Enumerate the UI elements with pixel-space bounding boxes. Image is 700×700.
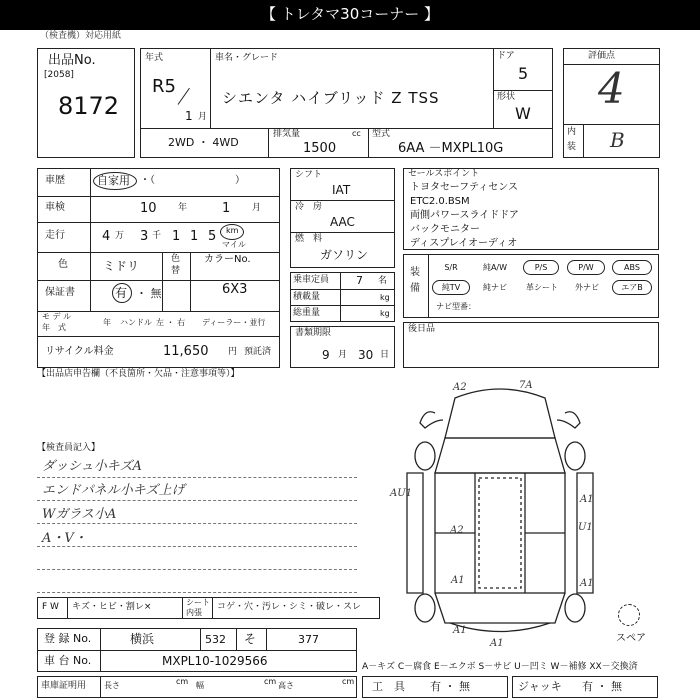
sales-point-3: 両側パワースライドドア <box>410 210 519 221</box>
detail-table <box>37 168 280 368</box>
capacity-label: 乗車定員 <box>293 275 330 285</box>
history-rest: ・（ ） <box>140 175 245 186</box>
equip-ps: P/S <box>523 260 559 275</box>
door-label: ドア <box>497 51 515 61</box>
recycle-value: 11,650 <box>163 344 209 359</box>
color-change-2: 替 <box>171 266 181 276</box>
mileage-man-unit: 万 <box>115 231 125 241</box>
sales-point-2: ETC2.0.BSM <box>410 196 470 207</box>
inspector-note-2: エンドパネル小キズ上げ <box>42 483 185 498</box>
recycle-label: リサイクル料金 <box>45 346 114 357</box>
color-label: 色 <box>58 259 68 270</box>
lot-label: 出品No. <box>48 53 96 68</box>
warranty-rest: ・ 無 <box>136 287 162 300</box>
registration-kana: そ <box>244 632 257 646</box>
equip-pw: P/W <box>567 260 605 275</box>
after-day-label: 後日品 <box>408 324 436 334</box>
model-row-handle: ハンドル <box>120 318 152 327</box>
mileage-sen-unit: 千 <box>152 231 162 241</box>
damage-legend: A－キズ C－腐食 E－エクボ S－サビ U－凹ミ W－補修 XX－交換済 <box>362 662 638 672</box>
equip-airbag: エアB <box>612 280 652 295</box>
diagram-mark-6: U1 <box>578 522 593 533</box>
certificate-len: 長さ <box>104 681 120 690</box>
shape-label: 形状 <box>497 92 516 102</box>
equipment-label-2: 備 <box>410 283 420 294</box>
certificate-label: 車庫証明用 <box>41 681 87 691</box>
fuel-label: 燃 料 <box>295 234 323 244</box>
score-value: 4 <box>598 64 625 113</box>
load-label: 積載量 <box>293 292 321 302</box>
model-row-lr: 左 ・ 右 <box>156 318 186 327</box>
equip-navi-model: ナビ型番： <box>436 302 476 311</box>
inspection-year: 10 <box>140 201 157 216</box>
deadline-month-unit: 月 <box>338 350 348 360</box>
diagram-mark-7: A1 <box>451 575 465 586</box>
score-label: 評価点 <box>588 51 616 61</box>
certificate-height: 高さ <box>278 681 294 690</box>
lot-sub: [2058] <box>44 70 74 80</box>
deadline-day-unit: 日 <box>380 350 390 360</box>
recycle-unit: 円 <box>228 347 238 357</box>
model-row-dealer: ディーラー・並行 <box>202 318 266 327</box>
history-label: 車歴 <box>45 175 65 186</box>
lot-value: 8172 <box>58 92 120 120</box>
certificate-cm-1: cm <box>176 677 189 686</box>
interior-label-1: 内 <box>567 127 577 137</box>
certificate-cm-2: cm <box>264 677 277 686</box>
shift-value: IAT <box>332 183 351 197</box>
drive-value: 2WD ・ 4WD <box>168 136 239 149</box>
equip-ext-navi: 外ナビ <box>575 283 599 292</box>
color-value: ミドリ <box>103 259 140 273</box>
certificate-width: 幅 <box>196 681 204 690</box>
after-day-box <box>403 322 659 368</box>
deadline-month: 9 <box>322 348 330 362</box>
car-diagram <box>390 378 655 649</box>
mileage-d2: 1 <box>190 229 199 244</box>
mileage-d3: 5 <box>208 229 217 244</box>
shift-label: シフト <box>295 170 323 180</box>
warranty-label: 保証書 <box>45 287 75 298</box>
tools-value: 有 ・ 無 <box>430 680 470 693</box>
mileage-km: km <box>226 226 239 235</box>
fw-marks-2: コゲ・穴・汚レ・シミ・破レ・スレ <box>217 602 362 612</box>
equip-sr: S/R <box>444 263 458 272</box>
inspector-note-3: Wガラス小A <box>42 507 117 522</box>
deadline-label: 書類期限 <box>295 328 332 338</box>
registration-place: 横浜 <box>130 632 155 646</box>
mileage-sen: 3 <box>140 229 149 244</box>
fw-seat-1: シート <box>186 598 210 607</box>
inspector-note-1: ダッシュ小キズA <box>42 459 142 474</box>
color-code: 6X3 <box>222 282 248 297</box>
diagram-mark-5: A2 <box>450 525 464 536</box>
load-unit: kg <box>380 293 390 302</box>
interior-label-2: 装 <box>567 142 577 152</box>
registration-num2: 377 <box>298 633 319 646</box>
inspector-note-4: A・V・ <box>42 531 87 546</box>
spare-tire-icon <box>618 604 640 626</box>
displacement-value: 1500 <box>303 141 337 156</box>
fuel-value: ガソリン <box>320 248 369 262</box>
sales-point-4: バックモニター <box>410 224 480 235</box>
jack-value: 有 ・ 無 <box>582 680 622 693</box>
model-row-label-1: モ デ ル <box>42 312 72 321</box>
displacement-label: 排気量 <box>273 129 301 139</box>
model-row-year: 年 <box>103 318 111 327</box>
fw-marks: キズ・ヒビ・割レ× <box>72 602 152 612</box>
banner-title: 【 トレタマ30コーナー 】 <box>260 5 440 23</box>
deadline-day: 30 <box>358 348 374 362</box>
mileage-man: 4 <box>102 229 111 244</box>
equip-tv: 純TV <box>432 280 470 295</box>
color-code-label: カラーNo. <box>204 254 251 265</box>
model-value: シエンタ ハイブリッド Z TSS <box>222 89 440 107</box>
warranty-yes: 有 <box>115 286 128 300</box>
year-era: R5 <box>152 76 176 97</box>
sales-points-label: セールスポイント <box>408 169 480 179</box>
model-code-label: 型式 <box>372 129 391 139</box>
equipment-label-1: 装 <box>410 267 420 278</box>
equip-abs: ABS <box>612 260 652 275</box>
registration-label: 登 録 No. <box>44 632 92 645</box>
gross-label: 総重量 <box>293 308 321 318</box>
shape-value: W <box>515 104 531 123</box>
chassis-label: 車 台 No. <box>44 654 92 667</box>
model-label: 車名・グレード <box>215 53 279 63</box>
displacement-unit: cc <box>352 129 361 138</box>
year-month-unit: 月 <box>198 112 208 122</box>
diagram-mark-3: AU1 <box>390 488 413 499</box>
equip-aw: 純A/W <box>482 263 508 272</box>
interior-value: B <box>610 128 625 152</box>
inspection-year-unit: 年 <box>178 203 188 213</box>
ac-value: AAC <box>330 215 355 229</box>
chassis-value: MXPL10-1029566 <box>162 654 268 668</box>
sales-point-1: トヨタセーフティセンス <box>410 182 518 193</box>
mileage-mile: マイル <box>222 240 246 249</box>
sales-point-5: ディスプレイオーディオ <box>410 238 518 249</box>
equip-navi: 純ナビ <box>483 283 507 292</box>
capacity-value: 7 <box>356 274 363 287</box>
door-value: 5 <box>518 64 529 83</box>
registration-num: 532 <box>205 633 226 646</box>
equip-leather: 革シート <box>526 283 558 292</box>
mileage-label: 走行 <box>45 230 65 241</box>
color-change-1: 色 <box>171 254 181 264</box>
spare-label: スペア <box>616 633 646 644</box>
diagram-mark-4: A1 <box>580 494 594 505</box>
inspector-label: 【検査員記入】 <box>37 443 101 453</box>
ac-label: 冷 房 <box>295 202 323 212</box>
inspection-label: 車検 <box>45 202 65 213</box>
jack-label: ジャッキ <box>518 680 562 693</box>
capacity-unit: 名 <box>378 276 388 286</box>
tools-label: 工 具 <box>372 680 405 693</box>
certificate-cm-3: cm <box>342 677 355 686</box>
diagram-mark-10: A1 <box>490 638 504 649</box>
fw-seat-2: 内張 <box>186 608 202 617</box>
model-row-label-2: 年 式 <box>42 323 66 332</box>
diagram-mark-2: 7A <box>519 380 533 391</box>
diagram-mark-8: A1 <box>580 578 594 589</box>
model-code-value: 6AA －MXPL10G <box>398 141 504 156</box>
year-label: 年式 <box>145 53 164 63</box>
history-own: 自家用 <box>97 174 130 187</box>
diagram-mark-1: A2 <box>453 382 467 393</box>
diagram-mark-9: A1 <box>453 625 467 636</box>
gross-unit: kg <box>380 309 390 318</box>
recycle-note: 預託済 <box>244 347 272 357</box>
fw-label: F W <box>42 602 59 612</box>
declaration-label: 【出品店申告欄（不良箇所・欠品・注意事項等）】 <box>37 369 240 379</box>
inspection-month: 1 <box>222 201 231 216</box>
inspection-month-unit: 月 <box>252 203 262 213</box>
mileage-d1: 1 <box>172 229 181 244</box>
top-note: （検査機）対応用紙 <box>40 31 122 41</box>
year-month: 1 <box>185 109 193 123</box>
